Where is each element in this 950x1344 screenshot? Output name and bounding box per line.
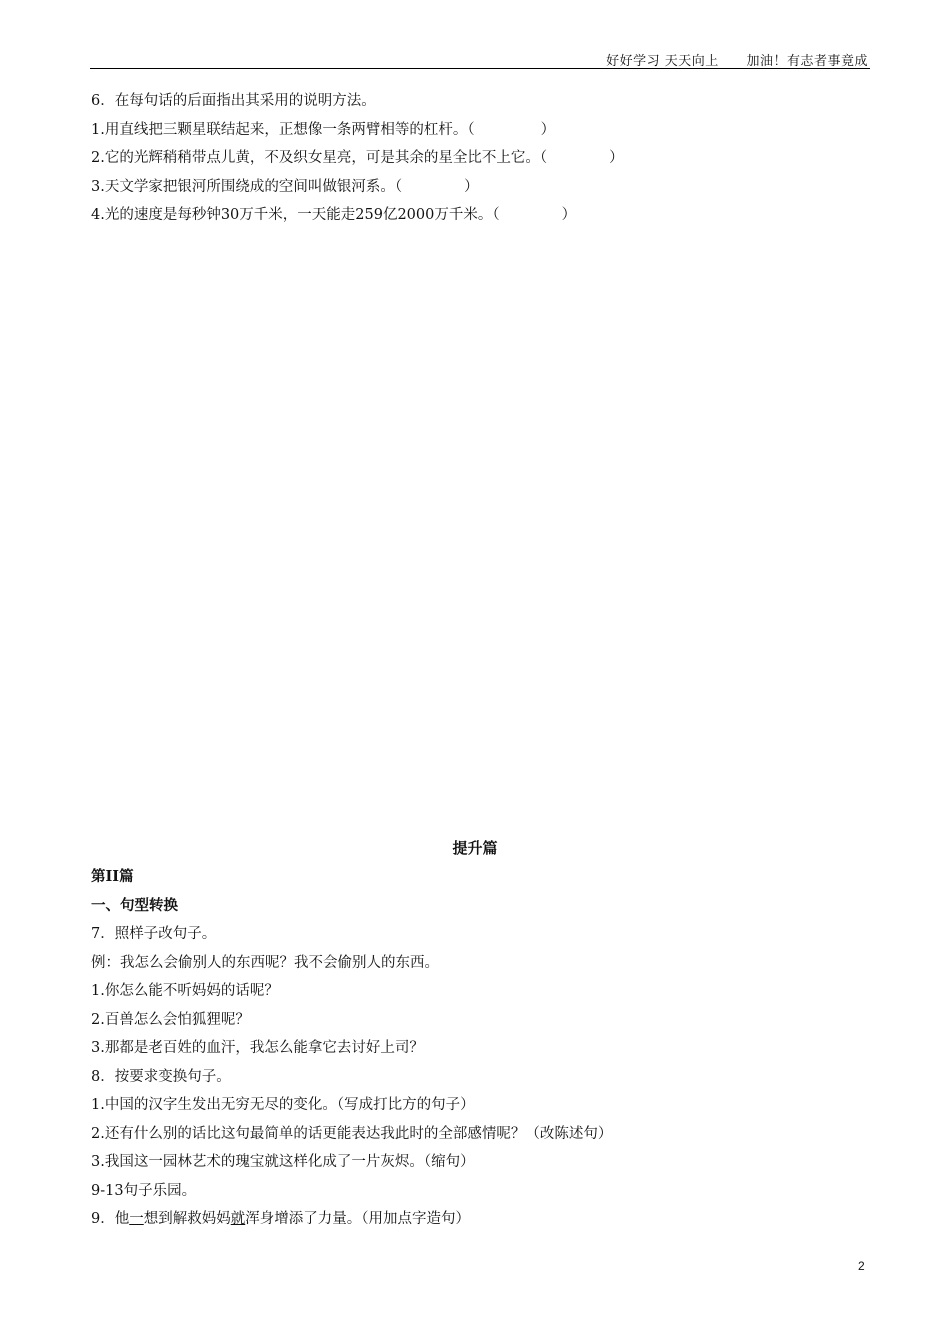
question-6-item-3 (91, 173, 881, 202)
question-6-item-1-close: ） (540, 121, 556, 138)
question-7-prompt: 7．照样子改句子。 (91, 926, 217, 942)
question-6-prompt: 6．在每句话的后面指出其采用的说明方法。 (91, 93, 376, 109)
question-6-item-3-close: ） (464, 178, 479, 195)
question-9-suffix: 浑身增添了力量。（用加点字造句） (245, 1211, 470, 1227)
question-9 (91, 1205, 881, 1234)
question-6-item-3-text: 3.天文学家把银河所围绕成的空间叫做银河系。（ (91, 178, 403, 195)
question-8-item-3: 3.我国这一园林艺术的瑰宝就这样化成了一片灰烬。（缩句） (91, 1154, 475, 1170)
page-header-text: 好好学习 天天向上 加油！有志者事竟成 (606, 54, 868, 69)
question-7-item-1: 1.你怎么能不听妈妈的话呢？ (91, 983, 279, 999)
question-7-item-2: 2.百兽怎么会怕狐狸呢？ (91, 1011, 250, 1028)
question-9-middle: 想到解救妈妈 (143, 1211, 231, 1227)
question-6-item-4-text: 4.光的速度是每秒钟30万千米，一天能走259亿2000万千米。（ (91, 207, 500, 223)
question-6-item-2-close: ） (609, 150, 624, 166)
questions-9-13-heading: 9-13句子乐园。 (91, 1182, 197, 1199)
question-7-item-3: 3.那都是老百姓的血汗，我怎么能拿它去讨好上司？ (91, 1040, 424, 1056)
section-title: 提升篇 (452, 839, 498, 857)
question-9-prefix: 9．他 (91, 1211, 130, 1227)
question-6-item-1-text: 1.用直线把三颗星联结起来，正想像一条两臂相等的杠杆。（ (91, 121, 475, 138)
marked-character-2: 就 (230, 1211, 246, 1227)
marked-character-1: 一 (129, 1211, 144, 1227)
question-8-item-1: 1.中国的汉字生发出无穷无尽的变化。（写成打比方的句子） (91, 1097, 475, 1113)
question-6-item-1 (91, 116, 881, 145)
question-6-item-4-close: ） (561, 207, 577, 223)
question-7-example: 例：我怎么会偷别人的东西呢？我不会偷别人的东西。 (91, 954, 439, 971)
page-number: 2 (858, 1259, 865, 1273)
chapter-label: 第II篇 (91, 868, 134, 885)
section-heading: 一、句型转换 (91, 896, 178, 914)
question-6-item-2 (91, 144, 881, 173)
header-divider (90, 68, 870, 69)
question-6-item-2-text: 2.它的光辉稍稍带点儿黄，不及织女星亮，可是其余的星全比不上它。（ (91, 150, 548, 166)
question-8-prompt: 8．按要求变换句子。 (91, 1068, 231, 1085)
question-8-item-2: 2.还有什么别的话比这句最简单的话更能表达我此时的全部感情呢？（改陈述句） (91, 1125, 613, 1142)
question-6-item-4 (91, 201, 881, 230)
part-2-block (91, 863, 881, 1234)
question-6-block (91, 87, 881, 230)
